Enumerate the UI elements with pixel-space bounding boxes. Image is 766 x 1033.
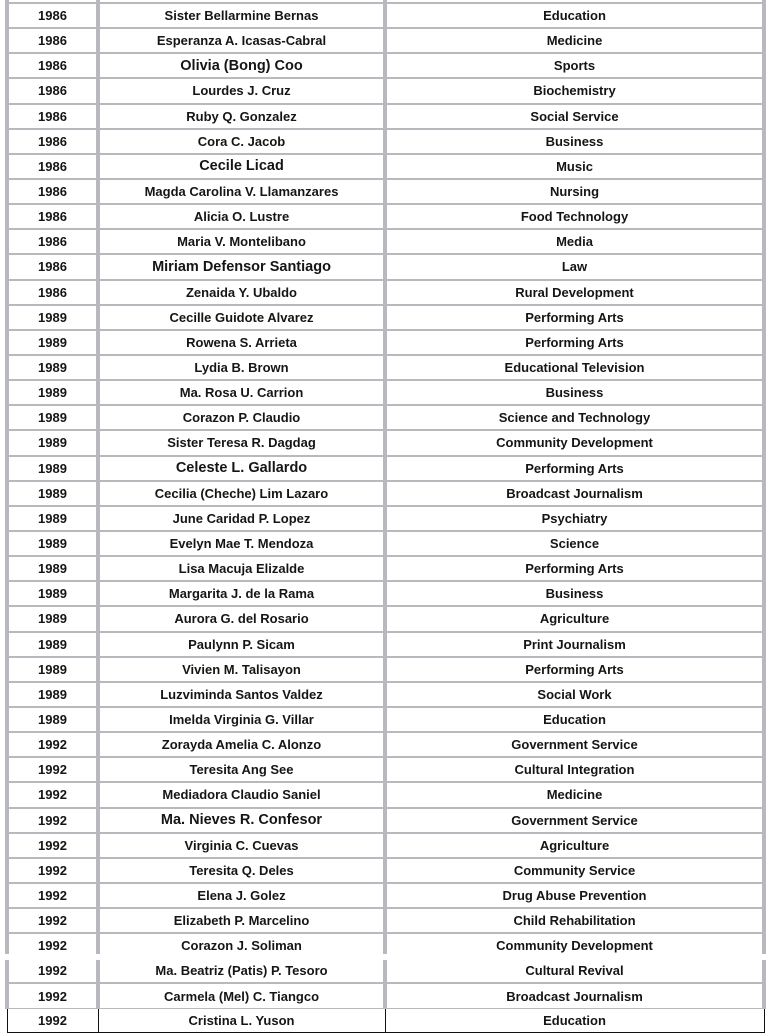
name-cell: June Caridad P. Lopez — [98, 506, 385, 531]
field-cell: Child Rehabilitation — [385, 908, 764, 933]
field-cell: Performing Arts — [385, 305, 764, 330]
year-cell: 1989 — [7, 330, 98, 355]
year-cell: 1989 — [7, 707, 98, 732]
year-cell: 1992 — [7, 808, 98, 833]
table-row — [7, 330, 764, 355]
year-cell: 1989 — [7, 682, 98, 707]
field-cell: Drug Abuse Prevention — [385, 883, 764, 908]
year-cell: 1992 — [7, 1008, 98, 1032]
year-cell: 1986 — [7, 179, 98, 204]
year-cell: 1986 — [7, 229, 98, 254]
name-cell: Alicia O. Lustre — [98, 204, 385, 229]
name-cell: Esperanza A. Icasas-Cabral — [98, 28, 385, 53]
table-row — [7, 456, 764, 481]
table-row — [7, 305, 764, 330]
field-cell: Music — [385, 154, 764, 179]
year-cell: 1992 — [7, 833, 98, 858]
name-cell: Mediadora Claudio Saniel — [98, 782, 385, 807]
table-row — [7, 732, 764, 757]
table-row — [7, 632, 764, 657]
name-cell: Paulynn P. Sicam — [98, 632, 385, 657]
year-cell: 1989 — [7, 581, 98, 606]
name-cell: Sister Bellarmine Bernas — [98, 3, 385, 28]
year-cell: 1986 — [7, 254, 98, 279]
year-cell: 1989 — [7, 531, 98, 556]
field-cell: Community Development — [385, 933, 764, 958]
name-cell: Carmela (Mel) C. Tiangco — [98, 983, 385, 1008]
table-row — [7, 229, 764, 254]
table-row — [7, 883, 764, 908]
field-cell: Performing Arts — [385, 330, 764, 355]
name-cell: Cristina L. Yuson — [98, 1008, 385, 1032]
name-cell: Magda Carolina V. Llamanzares — [98, 179, 385, 204]
name-cell: Corazon J. Soliman — [98, 933, 385, 958]
year-cell: 1989 — [7, 657, 98, 682]
year-cell: 1986 — [7, 104, 98, 129]
year-cell: 1989 — [7, 506, 98, 531]
name-cell: Lydia B. Brown — [98, 355, 385, 380]
awardees-table-container — [5, 0, 762, 1033]
year-cell: 1986 — [7, 78, 98, 103]
table-row — [7, 104, 764, 129]
field-cell: Business — [385, 380, 764, 405]
year-cell: 1989 — [7, 405, 98, 430]
name-cell: Ma. Beatriz (Patis) P. Tesoro — [98, 958, 385, 983]
field-cell: Business — [385, 129, 764, 154]
table-row — [7, 833, 764, 858]
table-row — [7, 430, 764, 455]
year-cell: 1986 — [7, 28, 98, 53]
field-cell: Community Development — [385, 430, 764, 455]
name-cell: Zorayda Amelia C. Alonzo — [98, 732, 385, 757]
field-cell: Broadcast Journalism — [385, 983, 764, 1008]
field-cell: Social Work — [385, 682, 764, 707]
year-cell: 1989 — [7, 355, 98, 380]
field-cell: Government Service — [385, 732, 764, 757]
name-cell: Corazon P. Claudio — [98, 405, 385, 430]
table-row — [7, 958, 764, 983]
year-cell: 1989 — [7, 380, 98, 405]
field-cell: Performing Arts — [385, 556, 764, 581]
field-cell: Nursing — [385, 179, 764, 204]
name-cell: Lourdes J. Cruz — [98, 78, 385, 103]
table-row — [7, 707, 764, 732]
name-cell: Luzviminda Santos Valdez — [98, 682, 385, 707]
table-row — [7, 581, 764, 606]
year-cell: 1986 — [7, 3, 98, 28]
year-cell: 1992 — [7, 908, 98, 933]
name-cell: Cecilia (Cheche) Lim Lazaro — [98, 481, 385, 506]
name-cell: Lisa Macuja Elizalde — [98, 556, 385, 581]
year-cell: 1992 — [7, 858, 98, 883]
field-cell: Psychiatry — [385, 506, 764, 531]
year-cell: 1986 — [7, 53, 98, 78]
year-cell: 1989 — [7, 606, 98, 631]
table-row — [7, 606, 764, 631]
table-row — [7, 808, 764, 833]
year-cell: 1986 — [7, 204, 98, 229]
table-row — [7, 531, 764, 556]
table-row — [7, 53, 764, 78]
table-row — [7, 657, 764, 682]
field-cell: Cultural Integration — [385, 757, 764, 782]
field-cell: Law — [385, 254, 764, 279]
year-cell: 1992 — [7, 732, 98, 757]
field-cell: Educational Television — [385, 355, 764, 380]
year-cell: 1989 — [7, 556, 98, 581]
field-cell: Performing Arts — [385, 657, 764, 682]
table-row — [7, 355, 764, 380]
table-row — [7, 280, 764, 305]
table-row — [7, 506, 764, 531]
awardees-table — [5, 0, 766, 1033]
year-cell: 1989 — [7, 430, 98, 455]
name-cell: Aurora G. del Rosario — [98, 606, 385, 631]
field-cell: Biochemistry — [385, 78, 764, 103]
field-cell: Science — [385, 531, 764, 556]
name-cell: Maria V. Montelibano — [98, 229, 385, 254]
field-cell: Cultural Revival — [385, 958, 764, 983]
table-row — [7, 782, 764, 807]
name-cell: Cecile Licad — [98, 154, 385, 179]
field-cell: Education — [385, 3, 764, 28]
name-cell: Miriam Defensor Santiago — [98, 254, 385, 279]
name-cell: Ma. Rosa U. Carrion — [98, 380, 385, 405]
table-row — [7, 28, 764, 53]
name-cell: Teresita Q. Deles — [98, 858, 385, 883]
name-cell: Zenaida Y. Ubaldo — [98, 280, 385, 305]
table-row — [7, 1008, 764, 1032]
table-row — [7, 556, 764, 581]
table-row — [7, 179, 764, 204]
name-cell: Ma. Nieves R. Confesor — [98, 808, 385, 833]
table-row — [7, 3, 764, 28]
field-cell: Business — [385, 581, 764, 606]
name-cell: Virginia C. Cuevas — [98, 833, 385, 858]
name-cell: Rowena S. Arrieta — [98, 330, 385, 355]
field-cell: Sports — [385, 53, 764, 78]
year-cell: 1986 — [7, 129, 98, 154]
name-cell: Olivia (Bong) Coo — [98, 53, 385, 78]
year-cell: 1989 — [7, 456, 98, 481]
name-cell: Margarita J. de la Rama — [98, 581, 385, 606]
field-cell: Education — [385, 1008, 764, 1032]
year-cell: 1992 — [7, 983, 98, 1008]
year-cell: 1992 — [7, 933, 98, 958]
name-cell: Sister Teresa R. Dagdag — [98, 430, 385, 455]
field-cell: Performing Arts — [385, 456, 764, 481]
name-cell: Cora C. Jacob — [98, 129, 385, 154]
year-cell: 1992 — [7, 782, 98, 807]
name-cell: Elena J. Golez — [98, 883, 385, 908]
field-cell: Rural Development — [385, 280, 764, 305]
table-row — [7, 254, 764, 279]
table-row — [7, 858, 764, 883]
field-cell: Medicine — [385, 782, 764, 807]
name-cell: Ruby Q. Gonzalez — [98, 104, 385, 129]
field-cell: Media — [385, 229, 764, 254]
field-cell: Education — [385, 707, 764, 732]
field-cell: Medicine — [385, 28, 764, 53]
field-cell: Agriculture — [385, 606, 764, 631]
table-row — [7, 204, 764, 229]
name-cell: Evelyn Mae T. Mendoza — [98, 531, 385, 556]
table-row — [7, 908, 764, 933]
page-bottom-margin — [0, 954, 766, 960]
table-row — [7, 78, 764, 103]
field-cell: Food Technology — [385, 204, 764, 229]
field-cell: Science and Technology — [385, 405, 764, 430]
name-cell: Cecille Guidote Alvarez — [98, 305, 385, 330]
name-cell: Vivien M. Talisayon — [98, 657, 385, 682]
table-row — [7, 129, 764, 154]
year-cell: 1992 — [7, 757, 98, 782]
table-row — [7, 405, 764, 430]
field-cell: Community Service — [385, 858, 764, 883]
year-cell: 1992 — [7, 958, 98, 983]
field-cell: Broadcast Journalism — [385, 481, 764, 506]
year-cell: 1989 — [7, 632, 98, 657]
year-cell: 1989 — [7, 481, 98, 506]
table-row — [7, 983, 764, 1008]
awardees-table-body — [7, 0, 764, 1032]
field-cell: Agriculture — [385, 833, 764, 858]
field-cell: Government Service — [385, 808, 764, 833]
year-cell: 1989 — [7, 305, 98, 330]
year-cell: 1992 — [7, 883, 98, 908]
year-cell: 1986 — [7, 154, 98, 179]
name-cell: Elizabeth P. Marcelino — [98, 908, 385, 933]
table-row — [7, 757, 764, 782]
field-cell: Social Service — [385, 104, 764, 129]
table-row — [7, 682, 764, 707]
name-cell: Teresita Ang See — [98, 757, 385, 782]
table-row — [7, 154, 764, 179]
name-cell: Celeste L. Gallardo — [98, 456, 385, 481]
name-cell: Imelda Virginia G. Villar — [98, 707, 385, 732]
field-cell: Print Journalism — [385, 632, 764, 657]
year-cell: 1986 — [7, 280, 98, 305]
table-row — [7, 481, 764, 506]
table-row — [7, 380, 764, 405]
